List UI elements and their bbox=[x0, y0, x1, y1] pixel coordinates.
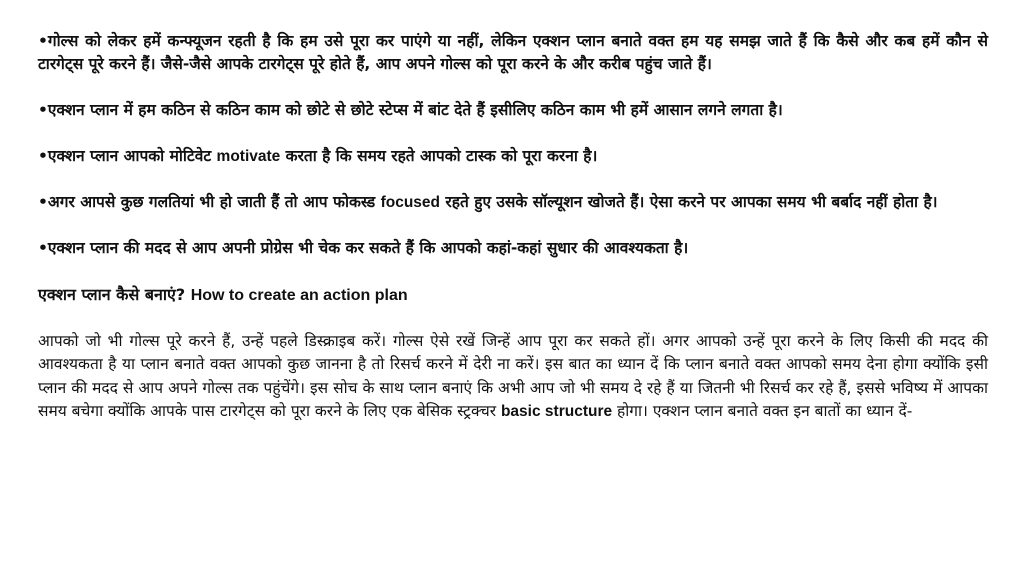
bullet-english-term: motivate bbox=[216, 148, 281, 165]
bullet-text: •एक्शन प्लान में हम कठिन से कठिन काम को छोटे से छोटे स्टेप्स में बांट देते हैं इसीलिए कठिन काम भी हमें आसान लगने लगता है। bbox=[38, 101, 783, 119]
body-paragraph bbox=[38, 330, 988, 423]
bullet-point-small-steps bbox=[38, 99, 988, 122]
bullet-point-goals-confusion bbox=[38, 30, 988, 76]
body-text-before: आपको जो भी गोल्स पूरे करने हैं, उन्हें पहले डिस्क्राइब करें। गोल्स ऐसे रखें जिन्हें आप पूरा कर सकते हों। अगर आपको उन्हें पूरा करने के लिए किसी की मदद की आवश्यकता है या प्लान बनाते वक्त आपको कुछ जानना है तो रिसर्च करने में देरी ना करें। इस बात का ध्यान दें कि प्लान बनाते वक्त आपको समय देना होगा क्योंकि इसी प्लान की मदद से आप अपने गोल्स तक पहुंचेंगे। इस सोच के साथ प्लान बनाएं कि अभी आप जो भी समय दे रहे हैं या जितनी भी रिसर्च कर रहे हैं, इससे भविष्य में आपका समय बचेगा क्योंकि आपके पास टारगेट्स को पूरा करने के लिए एक बेसिक स्ट्रक्चर bbox=[38, 332, 988, 420]
bullet-text-before: •एक्शन प्लान आपको मोटिवेट bbox=[38, 147, 217, 165]
bullet-point-progress bbox=[38, 237, 988, 260]
body-text-after: होगा। एक्शन प्लान बनाते वक्त इन बातों का ध्यान दें- bbox=[612, 401, 913, 420]
bullet-text-before: •अगर आपसे कुछ गलतियां भी हो जाती हैं तो आप फोकस्ड bbox=[38, 193, 381, 211]
bullet-text-after: रहते हुए उसके सॉल्यूशन खोजते हैं। ऐसा करने पर आपका समय भी बर्बाद नहीं होता है। bbox=[440, 193, 938, 211]
bullet-point-motivate bbox=[38, 145, 988, 168]
bullet-text: •एक्शन प्लान की मदद से आप अपनी प्रोग्रेस भी चेक कर सकते हैं कि आपको कहां-कहां सुधार की आवश्यकता है। bbox=[38, 239, 689, 257]
heading-english: How to create an action plan bbox=[190, 287, 408, 304]
document-page bbox=[38, 30, 988, 423]
bullet-english-term: focused bbox=[380, 194, 441, 211]
bullet-point-focused bbox=[38, 191, 988, 214]
bullet-text-after: करता है कि समय रहते आपको टास्क को पूरा करना है। bbox=[280, 147, 598, 165]
body-english-term: basic structure bbox=[500, 402, 613, 420]
bullet-text: •गोल्स को लेकर हमें कन्फ्यूजन रहती है कि हम उसे पूरा कर पाएंगे या नहीं, लेकिन एक्शन प्लान बनाते वक्त हम यह समझ जाते हैं कि कैसे और कब हमें कौन से टारगेट्स पूरे करने हैं। जैसे-जैसे आपके टारगेट्स पूरे होते हैं, आप अपने गोल्स को पूरा करने के और करीब पहुंच जाते हैं। bbox=[38, 32, 988, 73]
section-heading bbox=[38, 283, 988, 307]
heading-hindi: एक्शन प्लान कैसे बनाएं? bbox=[38, 285, 191, 304]
